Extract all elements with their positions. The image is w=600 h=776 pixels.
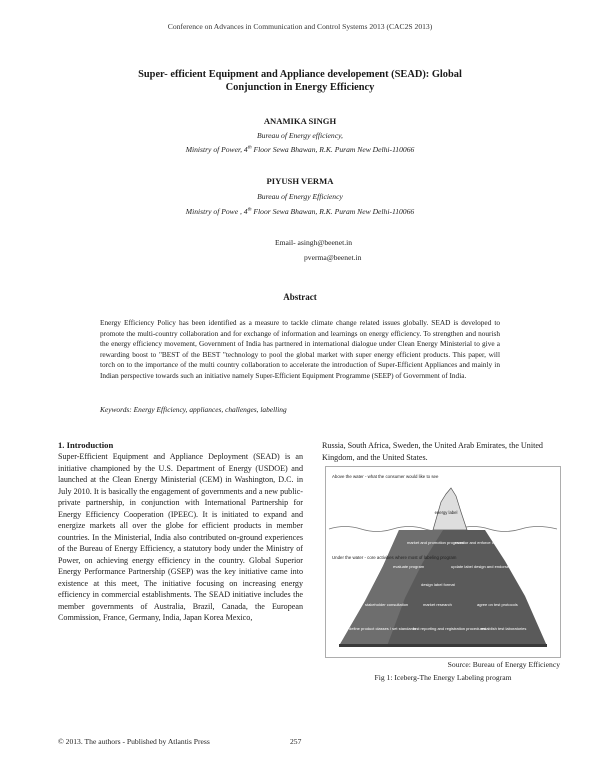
author-2-address-sup: th bbox=[247, 207, 252, 213]
label-monitor-compliance: monitor and enforce compliance bbox=[455, 540, 512, 545]
author-2-address-pre: Ministry of Powe , 4 bbox=[185, 207, 248, 216]
iceberg-base bbox=[339, 644, 547, 647]
title-line-2: Conjunction in Energy Efficiency bbox=[225, 82, 375, 93]
author-1-name: ANAMIKA SINGH bbox=[263, 116, 337, 126]
author-2-org: Bureau of Energy Efficiency bbox=[257, 192, 343, 201]
author-2-address-post: Floor Sewa Bhawan, R.K. Puram New Delhi-110066 bbox=[251, 207, 415, 216]
paper-title bbox=[80, 68, 520, 94]
author-1-address bbox=[0, 145, 600, 154]
keywords-label: Keywords bbox=[100, 405, 130, 414]
abstract-heading: Abstract bbox=[283, 292, 317, 302]
page-number: 257 bbox=[290, 737, 302, 746]
email-2: pverma@beenet.in bbox=[304, 253, 362, 262]
author-1-address-pre: Ministry of Power, 4 bbox=[185, 145, 248, 154]
label-test-labs: establish test laboratories bbox=[481, 626, 527, 631]
email-1: Email- asingh@beenet.in bbox=[275, 238, 353, 247]
keywords bbox=[100, 405, 520, 414]
figure-caption: Fig 1: Iceberg-The Energy Labeling program bbox=[374, 673, 512, 682]
title-line-1: Super- efficient Equipment and Appliance developement (SEAD): Global bbox=[138, 69, 462, 80]
footer-copyright: © 2013. The authors - Published by Atlantis Press bbox=[58, 737, 210, 746]
author-1-address-post: Floor Sewa Bhawan, R.K. Puram New Delhi-110066 bbox=[251, 145, 415, 154]
keywords-text: : Energy Efficiency, appliances, challenges, labelling bbox=[129, 405, 287, 414]
label-energy-label: energy label bbox=[434, 510, 458, 515]
label-update-label: update label design and endorsements bbox=[451, 564, 520, 569]
running-head: Conference on Advances in Communication and Control Systems 2013 (CAC2S 2013) bbox=[167, 22, 433, 31]
author-2-address bbox=[0, 207, 600, 216]
iceberg-figure bbox=[325, 466, 561, 658]
label-stakeholder: stakeholder consultation bbox=[365, 602, 409, 607]
label-test-reporting: test reporting and registration procedures bbox=[413, 626, 487, 631]
abstract-text: Energy Efficiency Policy has been identified as a measure to tackle climate change related issues globally. SEAD is developed to promote the multi-country collaboration and for exchange of information and learnings on energy efficiency. To strengthen and nourish the energy efficiency movement, Government of India has partnered in international dialogue under Clean Energy Ministerial to give a rewarding boost to "BEST of the BEST "technology to pool the global market with super energy efficient products. This paper, will torch on to the importance of the multi country collaboration to accelerate the introduction of Super-Efficient Appliances and mainly in Indian perspective towards such an initiative namely Super-Efficient Equipment Programme (SEEP) of Government of India. bbox=[100, 318, 500, 380]
label-market-research: market research bbox=[423, 602, 452, 607]
label-design-format: design label format bbox=[421, 582, 455, 587]
label-below-water: Under the water - core activities where most of labeling program bbox=[332, 555, 457, 560]
label-evaluate-program: evaluate program bbox=[393, 564, 425, 569]
section-heading-introduction: 1. Introduction bbox=[58, 440, 114, 450]
label-test-protocols: agree on test protocols bbox=[477, 602, 518, 607]
author-1-address-sup: th bbox=[247, 145, 252, 151]
intro-left-column: Super-Efficient Equipment and Appliance Deployment (SEAD) is an initiative championed by the U.S. Department of Energy (USDOE) and launched at the Clean Energy Ministerial (CEM) in Washington, D.C. in July 2010. It is basically the engagement of governments and a new public-private partnership, in conjunction with International Partnership for Energy Efficiency Cooperation (IPEEC). It is initiated to expand and energize markets all over the globe for efficient products in member countries. In the Ministerial, India also contributed on-ground experiences of the Bureau of Energy Efficiency, a statutory body under the Ministry of Power, on achieving energy efficiency in the country. Global Superior Energy Performance Partnership (GSEP) was the key initiative came into existence at this meet, The initiative focusing on increasing energy efficiency in commercial establishments. The SEAD initiative includes the member governments of Australia, Brazil, Canada, the European Commission, France, Germany, India, Japan Korea Mexico, bbox=[58, 452, 303, 622]
intro-right-column: Russia, South Africa, Sweden, the United Arab Emirates, the United Kingdom, and the United States. bbox=[322, 441, 543, 462]
label-above-water: Above the water - what the consumer would like to see bbox=[332, 474, 439, 479]
author-2-name: PIYUSH VERMA bbox=[266, 176, 334, 186]
label-market-promotion: market and promotion programs bbox=[407, 540, 464, 545]
iceberg-figure-svg bbox=[325, 466, 561, 658]
author-1-org: Bureau of Energy efficiency, bbox=[257, 131, 343, 140]
label-product-classes: define product classes / set standards bbox=[349, 626, 417, 631]
figure-source: Source: Bureau of Energy Efficiency bbox=[447, 660, 560, 669]
